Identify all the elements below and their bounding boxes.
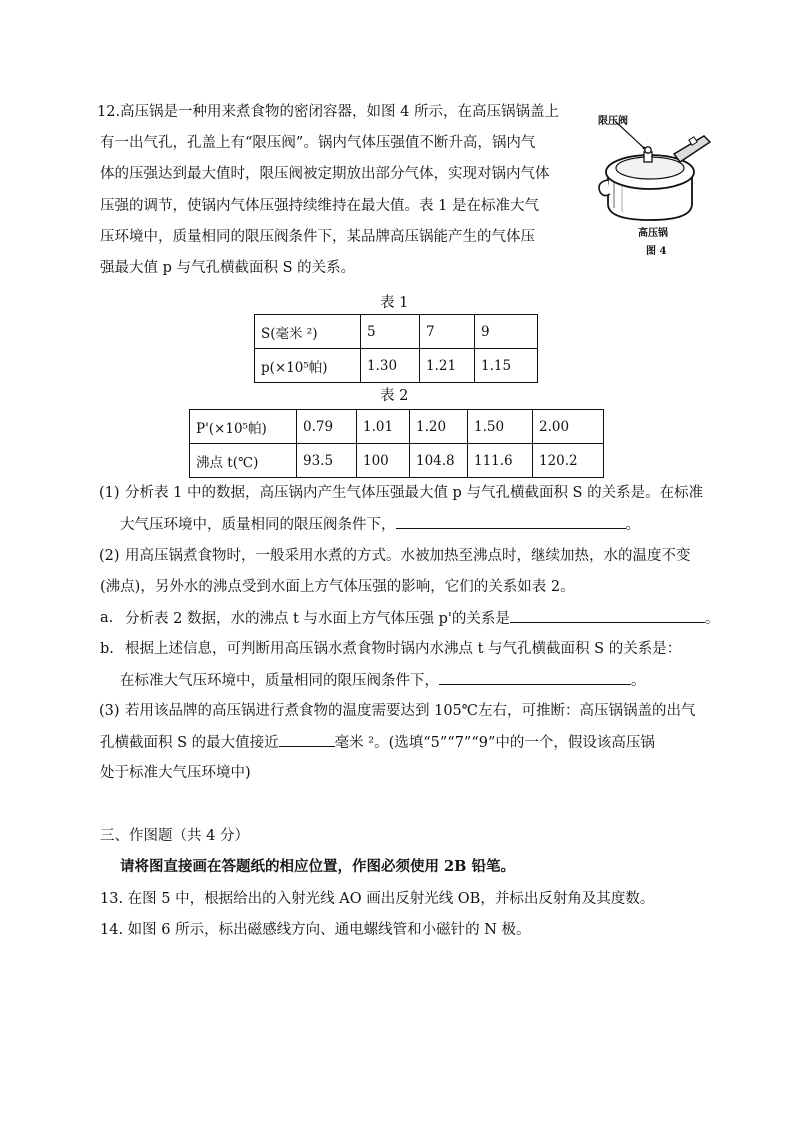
part2-line-2: (沸点)，另外水的沸点受到水面上方气体压强的影响，它们的关系如表 2。	[100, 579, 575, 595]
part3-line-1: 若用该品牌的高压锅进行煮食物的温度需要达到 105℃左右，可推断：高压锅锅盖的出气	[125, 703, 696, 719]
part1-line-2-end: 。	[625, 517, 640, 533]
part3-line-2	[100, 732, 655, 753]
table2-row	[190, 410, 604, 444]
part-b-line-2-text: 在标准大气压环境中，质量相同的限压阀条件下，	[120, 673, 439, 689]
part-a-answer-blank[interactable]	[510, 608, 705, 623]
table2-cell: 1.50	[468, 410, 533, 444]
part1-line-1: 分析表 1 中的数据，高压锅内产生气体压强最大值 p 与气孔横截面积 S 的关系是。在标准	[125, 485, 704, 501]
part1-label: (1)	[99, 485, 120, 501]
figure-caption-number: 图 4	[646, 246, 667, 257]
table1-cell: 1.15	[475, 349, 538, 383]
table1-cell: 9	[475, 315, 538, 349]
part-b-label: b.	[100, 641, 114, 657]
table2-row	[190, 444, 604, 478]
table2-cell: 2.00	[533, 410, 604, 444]
q12-line-5: 压环境中，质量相同的限压阀条件下，某品牌高压锅能产生的气体压	[100, 229, 535, 245]
table1-row	[255, 349, 538, 383]
part1-line-2-text: 大气压环境中，质量相同的限压阀条件下，	[120, 517, 396, 533]
part-b-line-2-end: 。	[631, 673, 646, 689]
table2-head-boiling: 沸点 t(℃)	[190, 444, 297, 478]
part3-line-2b: 毫米 ²。(选填“5”“7”“9”中的一个，假设该高压锅	[334, 735, 655, 751]
table2-cell: 0.79	[297, 410, 357, 444]
table2-cell: 93.5	[297, 444, 357, 478]
section3-heading: 三、作图题（共 4 分）	[100, 828, 249, 844]
table1-head-s: S(毫米 ²)	[255, 315, 361, 349]
figure-caption-name: 高压锅	[638, 228, 668, 239]
valve-label: 限压阀	[598, 116, 628, 127]
q12-line-1: 高压锅是一种用来煮食物的密闭容器，如图 4 所示，在高压锅锅盖上	[120, 104, 559, 120]
part3-answer-blank[interactable]	[279, 732, 335, 747]
part3-line-2a: 孔横截面积 S 的最大值接近	[100, 735, 279, 751]
part-a-text: 分析表 2 数据，水的沸点 t 与水面上方气体压强 p'的关系是	[125, 611, 510, 627]
part2-line-1: 用高压锅煮食物时，一般采用水煮的方式。水被加热至沸点时，继续加热，水的温度不变	[125, 548, 691, 564]
part3-line-3: 处于标准大气压环境中)	[100, 765, 251, 781]
table1-cell: 5	[361, 315, 420, 349]
question-14: 14. 如图 6 所示，标出磁感线方向、通电螺线管和小磁针的 N 极。	[100, 922, 531, 938]
part1-answer-blank[interactable]	[396, 514, 626, 529]
table1	[254, 314, 538, 383]
part-b-answer-blank[interactable]	[439, 670, 631, 685]
table1-row	[255, 315, 538, 349]
table2-cell: 1.20	[410, 410, 468, 444]
q12-line-4: 压强的调节，使锅内气体压强持续维持在最大值。表 1 是在标准大气	[100, 198, 539, 214]
q12-number: 12.	[97, 104, 121, 120]
table2-head-pressure: P'(×10⁵帕)	[190, 410, 297, 444]
q12-line-2: 有一出气孔，孔盖上有“限压阀”。锅内气体压强值不断升高，锅内气	[100, 135, 536, 151]
part1-line-2	[120, 514, 640, 535]
part-a-end: 。	[704, 611, 720, 627]
q12-line-3: 体的压强达到最大值时，限压阀被定期放出部分气体，实现对锅内气体	[100, 166, 550, 182]
pressure-cooker-figure	[594, 108, 714, 258]
part-b-line-1: 根据上述信息，可判断用高压锅水煮食物时锅内水沸点 t 与气孔横截面积 S 的关系是：	[125, 641, 682, 657]
part-a-label: a.	[100, 610, 114, 626]
table1-caption: 表 1	[380, 295, 409, 311]
table1-cell: 1.30	[361, 349, 420, 383]
part3-label: (3)	[99, 703, 120, 719]
question-13: 13. 在图 5 中，根据给出的入射光线 AO 画出反射光线 OB，并标出反射角及其度数。	[100, 891, 655, 907]
table2-cell: 120.2	[533, 444, 604, 478]
table2-caption: 表 2	[380, 388, 409, 404]
part-a-line	[125, 608, 719, 629]
part2-label: (2)	[99, 548, 120, 564]
q12-line-6: 强最大值 p 与气孔横截面积 S 的关系。	[100, 260, 356, 276]
part-b-line-2	[120, 670, 646, 691]
table1-cell: 1.21	[420, 349, 475, 383]
table2-cell: 111.6	[468, 444, 533, 478]
table2-cell: 104.8	[410, 444, 468, 478]
table2-cell: 1.01	[357, 410, 410, 444]
table1-head-p: p(×10⁵帕)	[255, 349, 361, 383]
table1-cell: 7	[420, 315, 475, 349]
section3-instruction: 请将图直接画在答题纸的相应位置，作图必须使用 2B 铅笔。	[120, 858, 515, 875]
table2-cell: 100	[357, 444, 410, 478]
table2	[189, 409, 604, 478]
